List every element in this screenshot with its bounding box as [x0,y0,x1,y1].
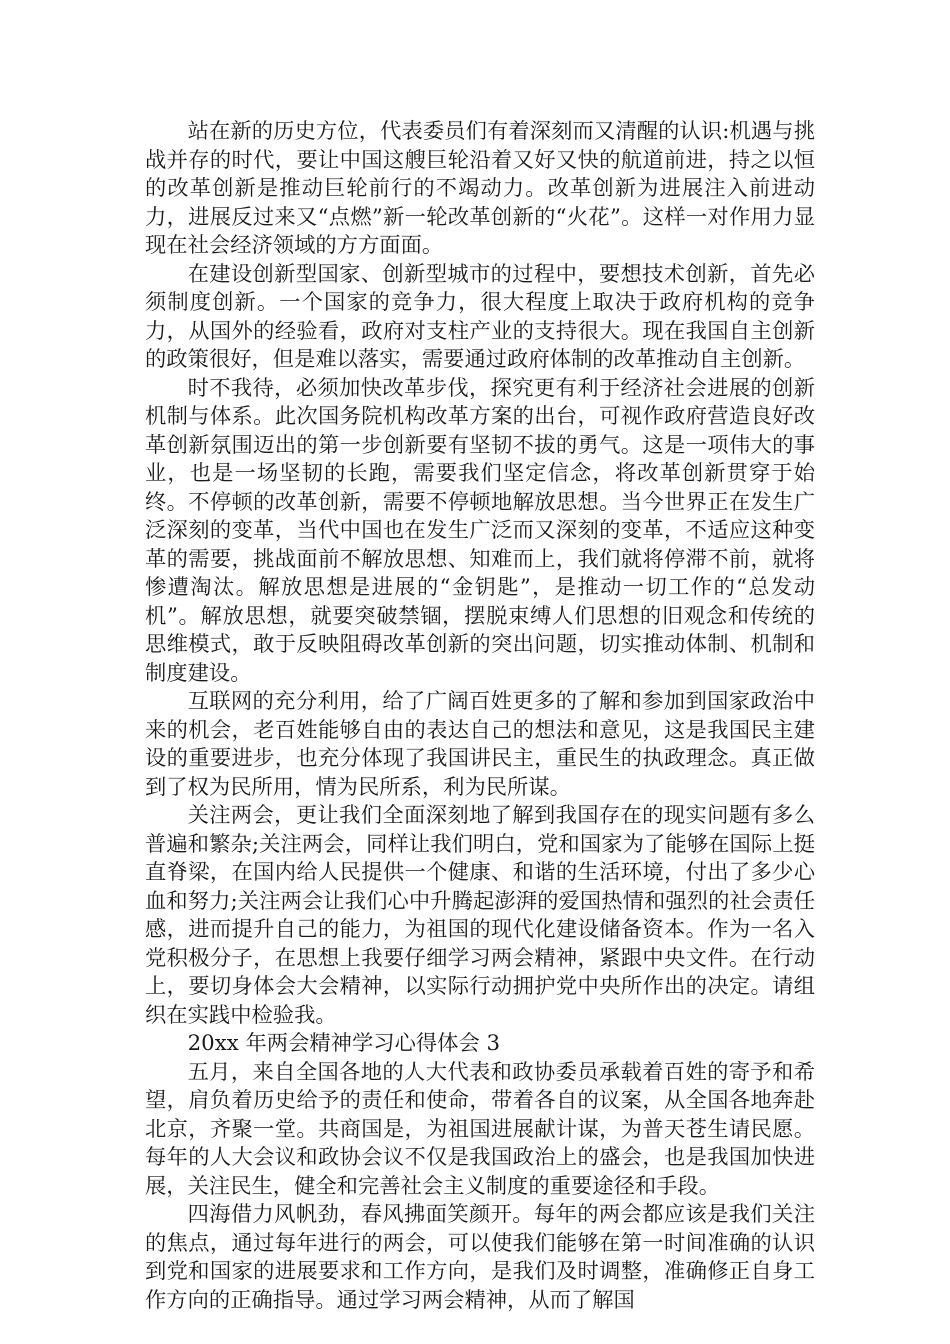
paragraph: 四海借力风帆劲，春风拂面笑颜开。每年的两会都应该是我们关注的焦点，通过每年进行的两会，可以使我们能够在第一时间准确的认识到党和国家的进展要求和工作方向，是我们及时调整，准确修正自身工作方向的正确指导。通过学习两会精神，从而了解国 [145,1202,815,1313]
paragraph: 关注两会，更让我们全面深刻地了解到我国存在的现实问题有多么普遍和繁杂;关注两会，同样让我们明白，党和国家为了能够在国际上挺直脊梁，在国内给人民提供一个健康、和谐的生活环境，付出了多少心血和努力;关注两会让我们心中升腾起澎湃的爱国热情和强烈的社会责任感，进而提升自己的能力，为祖国的现代化建设储备资本。作为一名入党积极分子，在思想上我要仔细学习两会精神，紧跟中央文件。在行动上，要切身体会大会精神，以实际行动拥护党中央所作出的决定。请组织在实践中检验我。 [145,803,815,1028]
paragraph: 站在新的历史方位，代表委员们有着深刻而又清醒的认识:机遇与挑战并存的时代，要让中国这艘巨轮沿着又好又快的航道前进，持之以恒的改革创新是推动巨轮前行的不竭动力。改革创新为进展注入前进动力，进展反过来又“点燃”新一轮改革创新的“火花”。这样一对作用力显现在社会经济领域的方方面面。 [145,119,815,258]
paragraph: 时不我待，必须加快改革步伐，探究更有利于经济社会进展的创新机制与体系。此次国务院机构改革方案的出台，可视作政府营造良好改革创新氛围迈出的第一步创新要有坚韧不拔的勇气。这是一项伟大的事业，也是一场坚韧的长跑，需要我们坚定信念，将改革创新贯穿于始终。不停顿的改革创新，需要不停顿地解放思想。当今世界正在发生广泛深刻的变革，当代中国也在发生广泛而又深刻的变革，不适应这种变革的需要，挑战面前不解放思想、知难而上，我们就将停滞不前，就将惨遭淘汰。解放思想是进展的“金钥匙”，是推动一切工作的“总发动机”。解放思想，就要突破禁锢，摆脱束缚人们思想的旧观念和传统的思维模式，敢于反映阻碍改革创新的突出问题，切实推动体制、机制和制度建设。 [145,375,815,686]
section-title: 20xx 年两会精神学习心得体会 3 [187,1031,501,1056]
paragraph: 在建设创新型国家、创新型城市的过程中，要想技术创新，首先必须制度创新。一个国家的竞争力，很大程度上取决于政府机构的竞争力，从国外的经验看，政府对支柱产业的支持很大。现在我国自主创新的政策很好，但是难以落实，需要通过政府体制的改革推动自主创新。 [145,261,815,372]
paragraph: 五月，来自全国各地的人大代表和政协委员承载着百姓的寄予和希望，肩负着历史给予的责任和使命，带着各自的议案，从全国各地奔赴北京，齐聚一堂。共商国是，为祖国进展献计谋，为普天苍生请民愿。每年的人大会议和政协会议不仅是我国政治上的盛会，也是我国加快进展，关注民生，健全和完善社会主义制度的重要途径和手段。 [145,1059,815,1199]
paragraph: 互联网的充分利用，给了广阔百姓更多的了解和参加到国家政治中来的机会，老百姓能够自由的表达自己的想法和意见，这是我国民主建设的重要进步，也充分体现了我国讲民主，重民生的执政理念。真正做到了权为民所用，情为民所系，利为民所谋。 [145,689,815,800]
document-body [145,118,815,1315]
